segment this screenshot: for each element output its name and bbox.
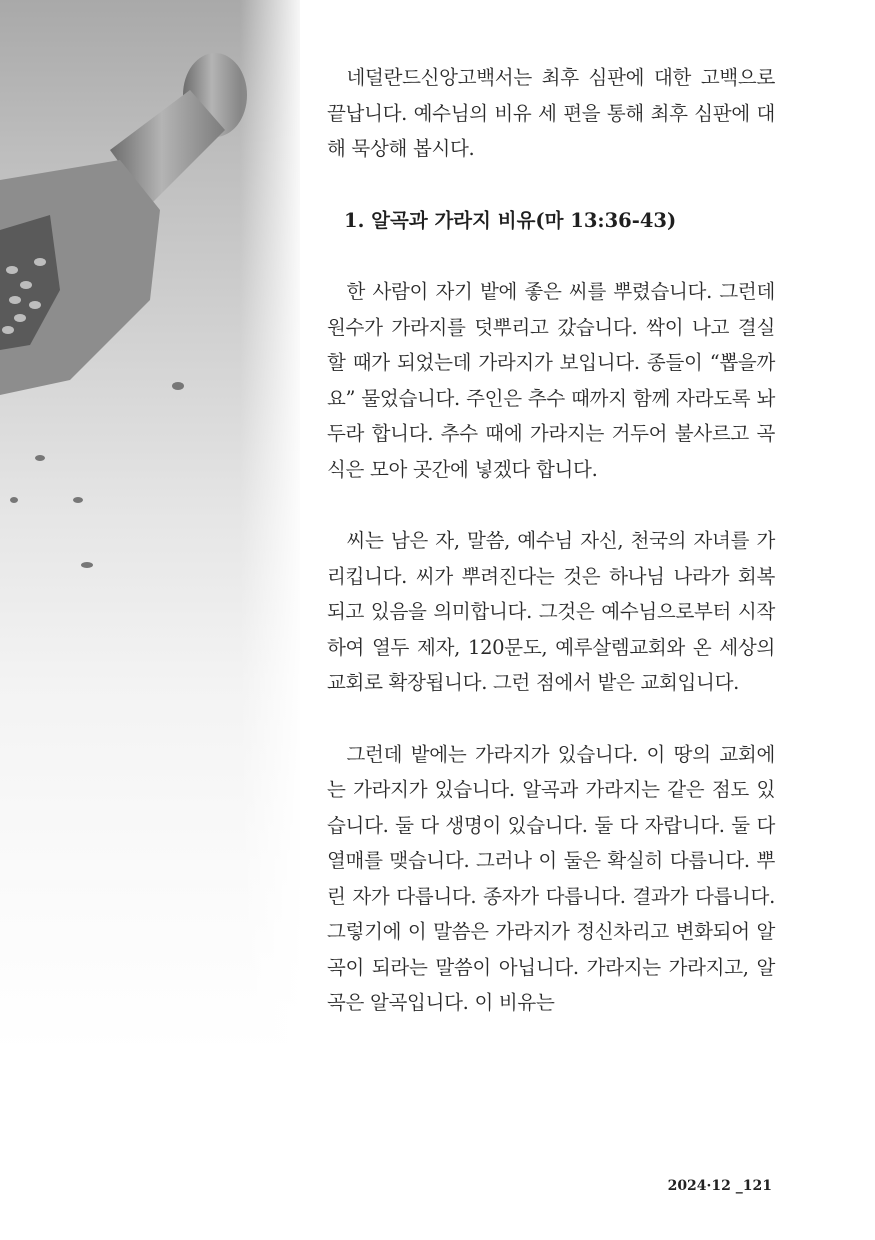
paragraph-3: 그런데 밭에는 가라지가 있습니다. 이 땅의 교회에는 가라지가 있습니다. 알곡과 가라지는 같은 점도 있습니다. 둘 다 생명이 있습니다. 둘 다 자랍니다. 둘 다 열매를 맺습니다. 그러나 이 둘은 확실히 다릅니다. 뿌린 자가 다릅니다. 종자가 다릅니다. 결과가 다릅니다. 그렇기에 이 말씀은 가라지가 정신차리고 변화되어 알곡이 되라는 말씀이 아닙니다. 가라지는 가라지고, 알곡은 알곡입니다. 이 비유는 bbox=[327, 742, 775, 1014]
section-heading: 1. 알곡과 가라지 비유(마 13:36-43) bbox=[344, 208, 677, 232]
article-text bbox=[327, 60, 775, 1021]
paragraph-2: 씨는 남은 자, 말씀, 예수님 자신, 천국의 자녀를 가리킵니다. 씨가 뿌려진다는 것은 하나님 나라가 회복되고 있음을 의미합니다. 그것은 예수님으로부터 시작하여 열두 제자, 120문도, 예루살렘교회와 온 세상의 교회로 확장됩니다. 그런 점에서 밭은 교회입니다. bbox=[327, 529, 775, 694]
photo-fade-overlay bbox=[0, 0, 300, 1240]
page-number: 2024·12 _121 bbox=[667, 1178, 772, 1194]
paragraph-1: 한 사람이 자기 밭에 좋은 씨를 뿌렸습니다. 그런데 원수가 가라지를 덧뿌리고 갔습니다. 싹이 나고 결실할 때가 되었는데 가라지가 보입니다. 종들이 “뽑을까요” 물었습니다. 주인은 추수 때까지 함께 자라도록 놔두라 합니다. 추수 때에 가라지는 거두어 불사르고 곡식은 모아 곳간에 넣겠다 합니다. bbox=[327, 280, 775, 481]
intro-paragraph: 네덜란드신앙고백서는 최후 심판에 대한 고백으로 끝납니다. 예수님의 비유 세 편을 통해 최후 심판에 대해 묵상해 봅시다. bbox=[327, 66, 775, 160]
